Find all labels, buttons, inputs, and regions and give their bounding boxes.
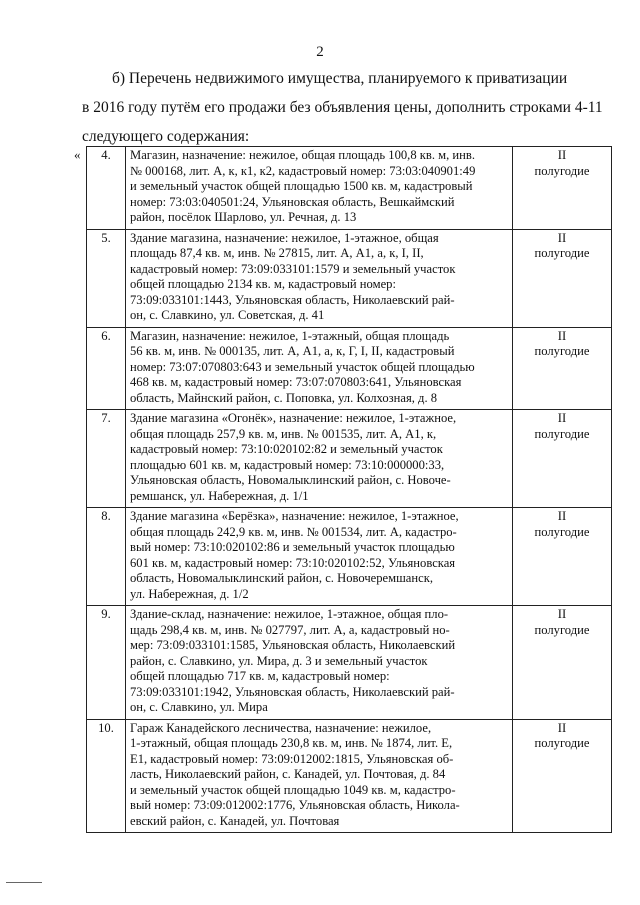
description-line: кадастровый номер: 73:10:020102:82 и земельный участок bbox=[130, 442, 443, 456]
table-row bbox=[87, 147, 612, 230]
row-number: 8. bbox=[87, 508, 126, 606]
description-line: номер: 73:03:040501:24, Ульяновская область, Вешкаймский bbox=[130, 194, 455, 209]
footer-mark bbox=[6, 882, 42, 883]
property-description bbox=[126, 508, 513, 606]
description-line: он, с. Славкино, ул. Советская, д. 41 bbox=[130, 308, 325, 322]
privatization-period bbox=[513, 719, 612, 833]
privatization-period bbox=[513, 327, 612, 410]
table-row bbox=[87, 508, 612, 606]
description-line: Здание магазина, назначение: нежилое, 1-этажное, общая bbox=[130, 230, 439, 245]
description-line: общей площадью 2134 кв. м, кадастровый номер: bbox=[130, 277, 396, 291]
property-description bbox=[126, 606, 513, 720]
privatization-period bbox=[513, 147, 612, 230]
property-description bbox=[126, 229, 513, 327]
period-half-number: II bbox=[557, 720, 567, 735]
period-half-number: II bbox=[557, 230, 567, 245]
description-line: район, посёлок Шарлово, ул. Речная, д. 13 bbox=[130, 210, 357, 224]
description-line: щадь 298,4 кв. м, инв. № 027797, лит. А, а, кадастровый но- bbox=[130, 622, 450, 637]
privatization-period bbox=[513, 606, 612, 720]
period-half-label: полугодие bbox=[534, 426, 590, 441]
row-number: 10. bbox=[87, 719, 126, 833]
description-line: площадью 601 кв. м, кадастровый номер: 73:10:000000:33, bbox=[130, 457, 445, 472]
table-row bbox=[87, 229, 612, 327]
description-line: мер: 73:09:033101:1585, Ульяновская область, Николаевский bbox=[130, 638, 456, 652]
description-line: ласть, Николаевский район, с. Канадей, ул. Почтовая, д. 84 bbox=[130, 767, 446, 781]
description-line: Ульяновская область, Новомалыклинский район, с. Новоче- bbox=[130, 473, 451, 487]
intro-line-3: следующего содержания: bbox=[82, 128, 250, 145]
description-line: общая площадь 242,9 кв. м, инв. № 001534, лит. А, кадастро- bbox=[130, 524, 457, 539]
description-line: ул. Набережная, д. 1/2 bbox=[130, 586, 249, 601]
description-line: вый номер: 73:09:012002:1776, Ульяновская область, Никола- bbox=[130, 798, 460, 812]
privatization-period bbox=[513, 410, 612, 508]
description-line: 468 кв. м, кадастровый номер: 73:07:070803:641, Ульяновская bbox=[130, 375, 462, 389]
page-number: 2 bbox=[316, 44, 324, 60]
row-number: 6. bbox=[87, 327, 126, 410]
description-line: кадастровый номер: 73:09:033101:1579 и земельный участок bbox=[130, 261, 456, 276]
period-half-number: II bbox=[557, 607, 567, 621]
period-half-number: II bbox=[557, 509, 567, 523]
property-table bbox=[86, 146, 612, 833]
property-description bbox=[126, 327, 513, 410]
row-number: 9. bbox=[87, 606, 126, 720]
table-row bbox=[87, 719, 612, 833]
description-line: ремшанск, ул. Набережная, д. 1/1 bbox=[130, 488, 309, 503]
description-line: 601 кв. м, кадастровый номер: 73:10:020102:52, Ульяновская bbox=[130, 555, 456, 570]
period-half-label: полугодие bbox=[534, 524, 590, 539]
intro-line-2: в 2016 году путём его продажи без объявления цены, дополнить строками 4-11 bbox=[82, 99, 603, 116]
description-line: 73:09:033101:1443, Ульяновская область, Николаевский рай- bbox=[130, 292, 455, 307]
description-line: Магазин, назначение: нежилое, 1-этажный, общая площадь bbox=[130, 328, 450, 343]
description-line: Здание-склад, назначение: нежилое, 1-этажное, общая пло- bbox=[130, 607, 449, 621]
row-number: 5. bbox=[87, 229, 126, 327]
period-half-number: II bbox=[557, 148, 567, 162]
description-line: евский район, с. Канадей, ул. Почтовая bbox=[130, 813, 340, 828]
table-row bbox=[87, 327, 612, 410]
row-number: 4. bbox=[87, 147, 126, 230]
intro-paragraph bbox=[82, 64, 614, 151]
description-line: общая площадь 257,9 кв. м, инв. № 001535, лит. А, А1, к, bbox=[130, 426, 437, 441]
description-line: номер: 73:07:070803:643 и земельный участок общей площадью bbox=[130, 359, 475, 374]
period-half-label: полугодие bbox=[534, 163, 590, 178]
description-line: № 000168, лит. А, к, к1, к2, кадастровый номер: 73:03:040901:49 bbox=[130, 163, 476, 178]
description-line: Гараж Канадейского лесничества, назначение: нежилое, bbox=[130, 720, 432, 735]
description-line: площадь 87,4 кв. м, инв. № 27815, лит. А, А1, а, к, I, II, bbox=[130, 246, 424, 260]
privatization-period bbox=[513, 508, 612, 606]
privatization-period bbox=[513, 229, 612, 327]
description-line: Здание магазина «Огонёк», назначение: нежилое, 1-этажное, bbox=[130, 411, 457, 425]
description-line: общей площадью 717 кв. м, кадастровый номер: bbox=[130, 669, 390, 683]
period-half-label: полугодие bbox=[534, 736, 590, 750]
description-line: область, Майнский район, с. Поповка, ул. Колхозная, д. 8 bbox=[130, 390, 438, 405]
description-line: и земельный участок общей площадью 1500 кв. м, кадастровый bbox=[130, 179, 473, 193]
property-description bbox=[126, 719, 513, 833]
description-line: область, Новомалыклинский район, с. Новочеремшанск, bbox=[130, 571, 433, 585]
description-line: 56 кв. м, инв. № 000135, лит. А, А1, а, к, Г, I, II, кадастровый bbox=[130, 344, 455, 358]
table-row bbox=[87, 410, 612, 508]
period-half-label: полугодие bbox=[534, 622, 590, 637]
table-row bbox=[87, 606, 612, 720]
description-line: и земельный участок общей площадью 1049 кв. м, кадастро- bbox=[130, 782, 456, 797]
property-table-body bbox=[87, 147, 612, 833]
period-half-number: II bbox=[557, 411, 567, 425]
period-half-label: полугодие bbox=[534, 246, 590, 260]
period-half-label: полугодие bbox=[534, 344, 590, 358]
description-line: Магазин, назначение: нежилое, общая площадь 100,8 кв. м, инв. bbox=[130, 148, 475, 162]
property-description bbox=[126, 147, 513, 230]
period-half-number: II bbox=[557, 328, 567, 343]
description-line: он, с. Славкино, ул. Мира bbox=[130, 700, 268, 714]
intro-line-1: б) Перечень недвижимого имущества, планируемого к приватизации bbox=[112, 70, 568, 87]
row-number: 7. bbox=[87, 410, 126, 508]
description-line: 73:09:033101:1942, Ульяновская область, Николаевский рай- bbox=[130, 684, 455, 699]
description-line: Е1, кадастровый номер: 73:09:012002:1815, Ульяновская об- bbox=[130, 751, 454, 766]
description-line: район, с. Славкино, ул. Мира, д. 3 и земельный участок bbox=[130, 653, 428, 668]
description-line: вый номер: 73:10:020102:86 и земельный участок площадью bbox=[130, 540, 455, 554]
description-line: Здание магазина «Берёзка», назначение: нежилое, 1-этажное, bbox=[130, 509, 459, 523]
description-line: 1-этажный, общая площадь 230,8 кв. м, инв. № 1874, лит. Е, bbox=[130, 736, 453, 750]
opening-quote-mark: « bbox=[74, 147, 81, 162]
property-description bbox=[126, 410, 513, 508]
